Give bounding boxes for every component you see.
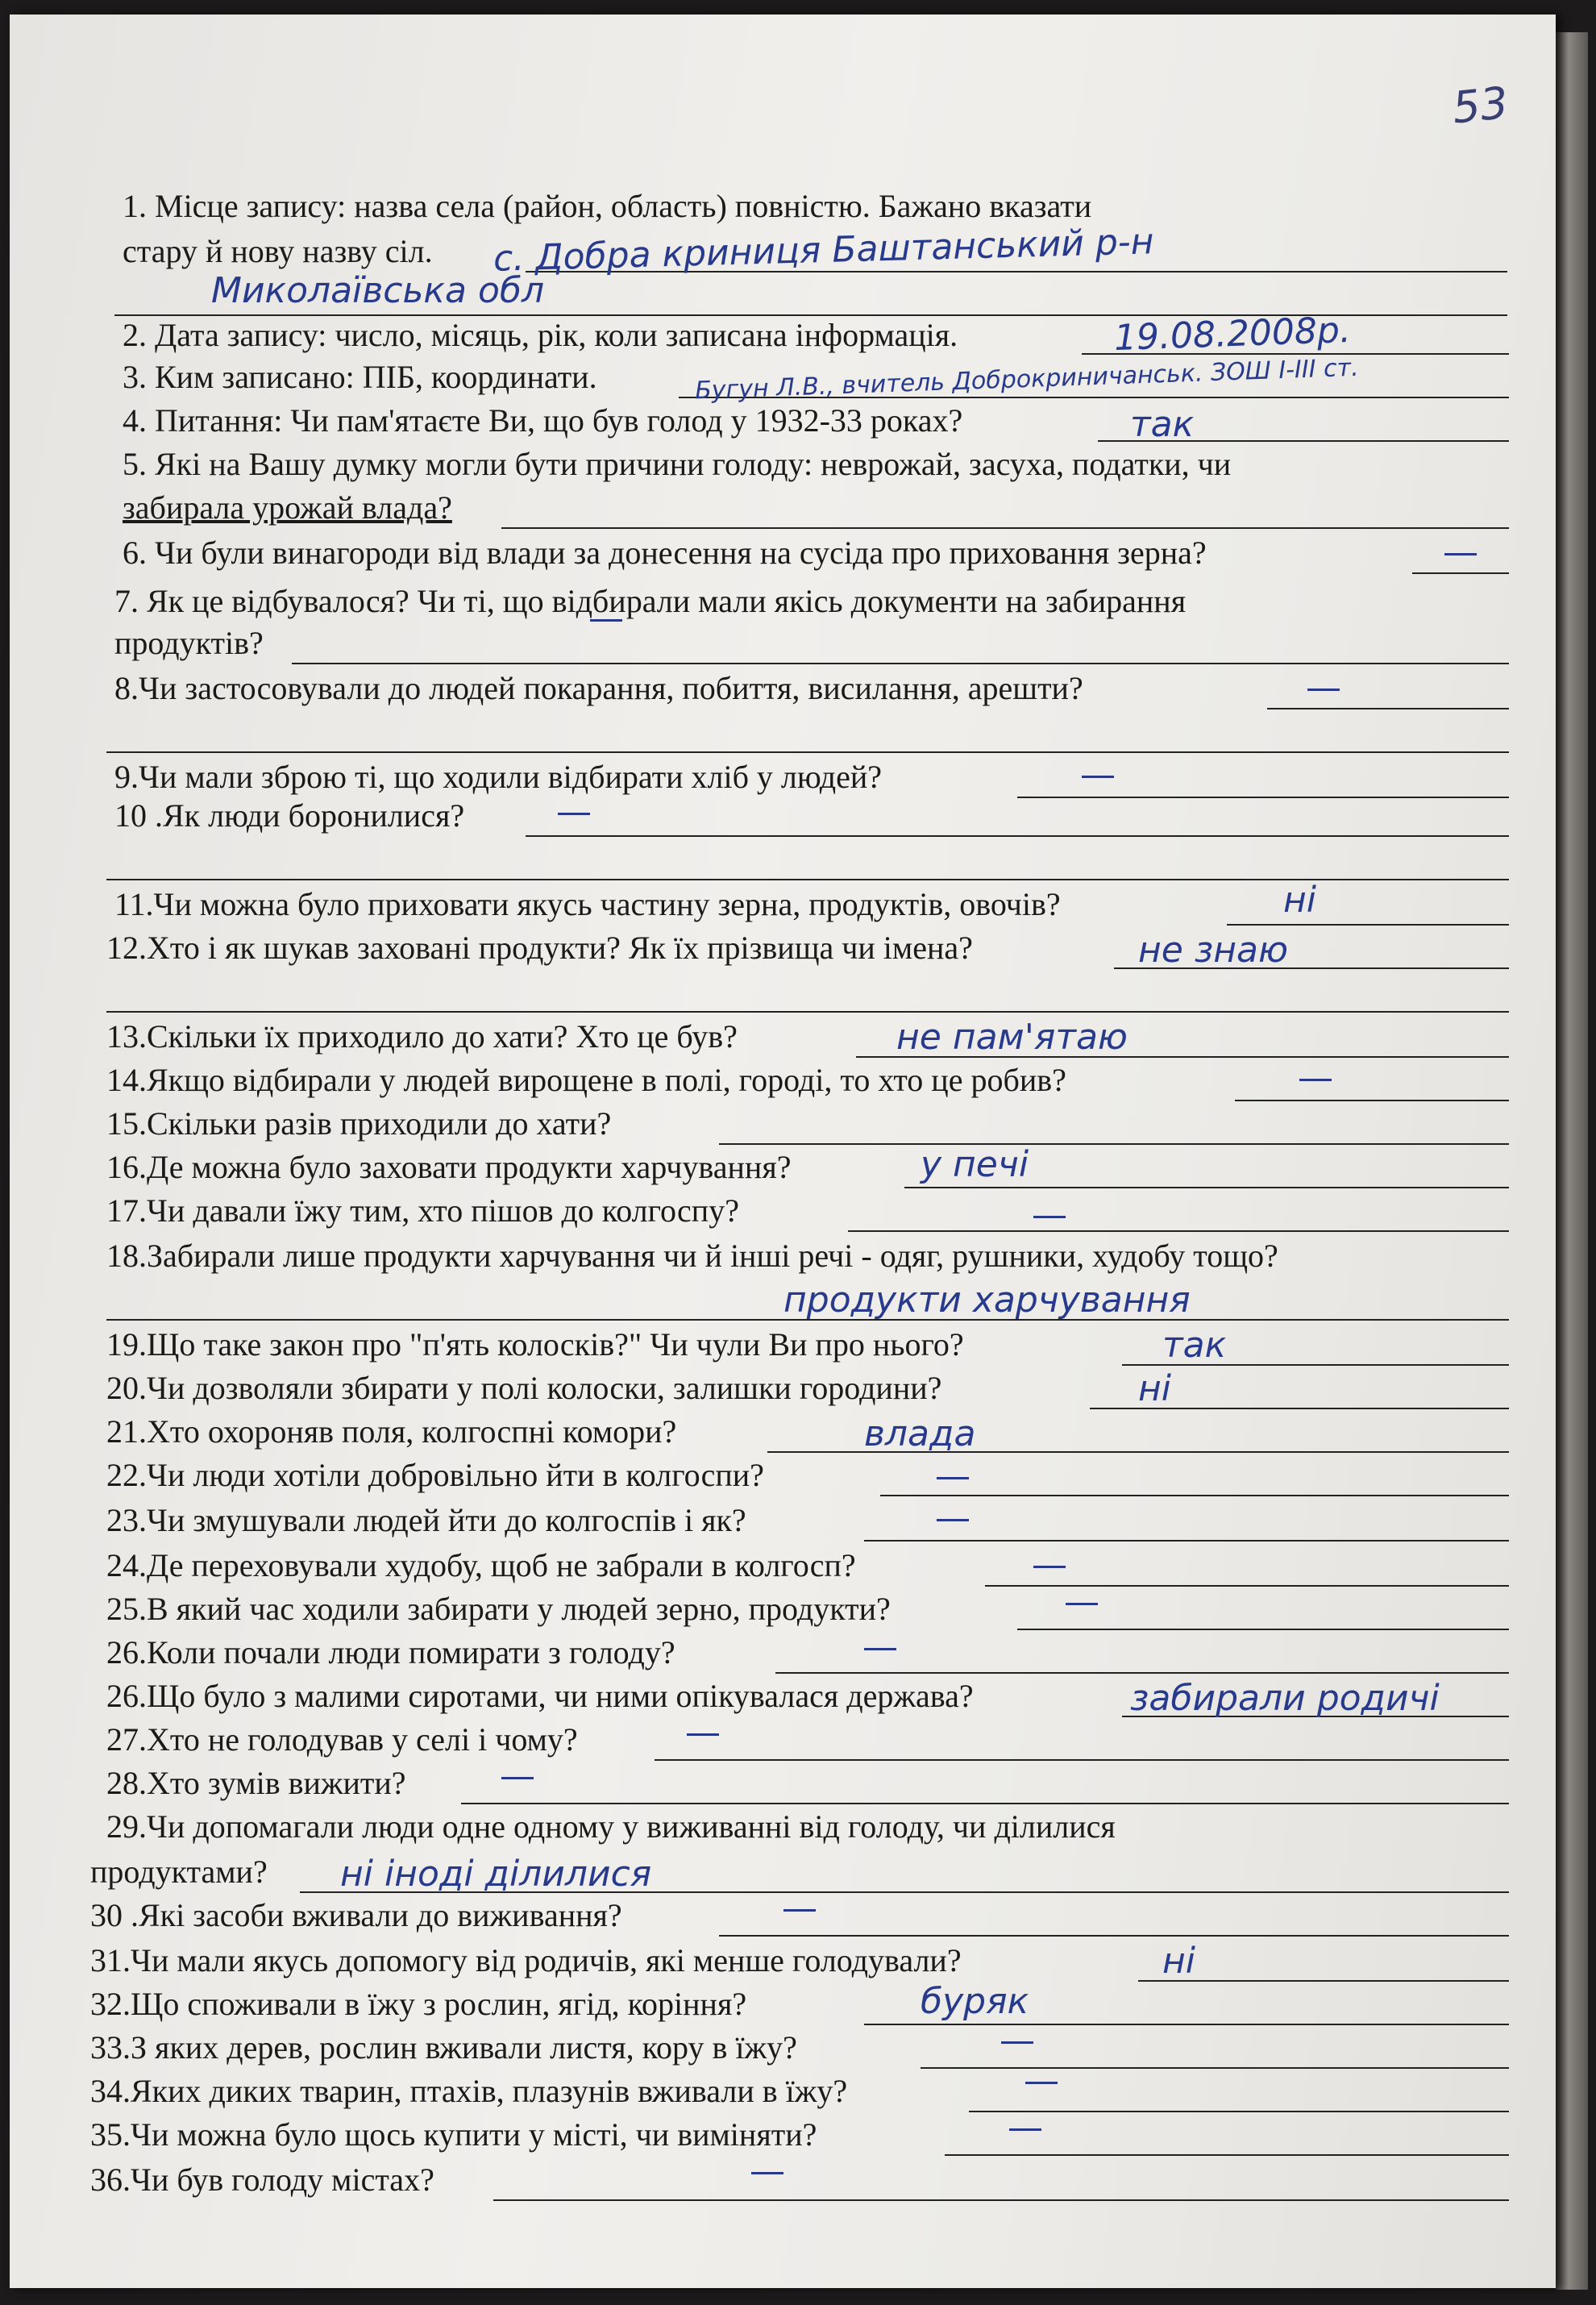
answer-4: так bbox=[1130, 404, 1195, 445]
question-3: 3. Ким записано: ПІБ, координати. bbox=[123, 359, 597, 395]
answer-20: ні bbox=[1138, 1368, 1171, 1409]
question-11: 11.Чи можна було приховати якусь частину зерна, продуктів, овочів? bbox=[114, 886, 1061, 922]
dash-36 bbox=[751, 2172, 783, 2174]
answer-line-8b[interactable] bbox=[106, 751, 1509, 753]
answer-line-33[interactable] bbox=[921, 2067, 1509, 2069]
answer-line-34[interactable] bbox=[969, 2111, 1509, 2112]
answer-line-36[interactable] bbox=[493, 2199, 1509, 2201]
answer-line-6[interactable] bbox=[1412, 572, 1509, 574]
dash-17 bbox=[1033, 1216, 1066, 1218]
question-12: 12.Хто і як шукав заховані продукти? Як їх прізвища чи імена? bbox=[106, 930, 973, 966]
answer-1-region: Миколаївська обл bbox=[211, 270, 545, 311]
question-29-cont: продуктами? bbox=[90, 1854, 268, 1890]
dash-22 bbox=[937, 1477, 969, 1479]
dash-6 bbox=[1444, 553, 1477, 555]
dash-30 bbox=[783, 1909, 816, 1912]
question-9: 9.Чи мали зброю ті, що ходили відбирати хліб у людей? bbox=[114, 759, 883, 795]
answer-18: продукти харчування bbox=[783, 1279, 1191, 1321]
answer-line-23[interactable] bbox=[864, 1540, 1509, 1542]
answer-line-25[interactable] bbox=[1017, 1629, 1509, 1630]
dash-14 bbox=[1299, 1079, 1332, 1081]
question-15: 15.Скільки разів приходили до хати? bbox=[106, 1105, 612, 1142]
question-28: 28.Хто зумів вижити? bbox=[106, 1765, 406, 1801]
answer-26b: забирали родичі bbox=[1130, 1678, 1440, 1719]
answer-line-10a[interactable] bbox=[526, 835, 1509, 837]
answer-line-35[interactable] bbox=[945, 2154, 1509, 2156]
answer-2-date: 19.08.2008р. bbox=[1113, 309, 1352, 360]
dash-9 bbox=[1082, 776, 1114, 778]
dash-24 bbox=[1033, 1566, 1066, 1568]
dash-28 bbox=[501, 1777, 534, 1779]
question-18: 18.Забирали лише продукти харчування чи й інші речі - одяг, рушники, худобу тощо? bbox=[106, 1238, 1278, 1274]
question-32: 32.Що споживали в їжу з рослин, ягід, коріння? bbox=[90, 1986, 747, 2022]
dash-7 bbox=[590, 619, 622, 622]
question-23: 23.Чи змушували людей йти до колгоспів і як? bbox=[106, 1502, 746, 1538]
question-7-cont: продуктів? bbox=[114, 625, 264, 661]
question-2: 2. Дата запису: число, місяць, рік, коли записана інформація. bbox=[123, 317, 958, 353]
answer-11: ні bbox=[1283, 880, 1316, 921]
answer-line-5[interactable] bbox=[501, 527, 1509, 529]
answer-3-recorder: Бугун Л.В., вчитель Доброкриничанськ. ЗОШ І-ІІІ ст. bbox=[694, 353, 1360, 406]
question-10: 10 .Як люди боронилися? bbox=[114, 797, 465, 834]
question-1: 1. Місце запису: назва села (район, область) повністю. Бажано вказати bbox=[123, 188, 1092, 224]
question-21: 21.Хто охороняв поля, колгоспні комори? bbox=[106, 1413, 677, 1450]
answer-line-12b[interactable] bbox=[106, 1011, 1509, 1013]
question-33: 33.З яких дерев, рослин вживали листя, кору в їжу? bbox=[90, 2029, 797, 2066]
question-31: 31.Чи мали якусь допомогу від родичів, які менше голодували? bbox=[90, 1942, 962, 1978]
dash-27 bbox=[687, 1733, 719, 1736]
dash-26 bbox=[864, 1648, 896, 1650]
paper-edge bbox=[1556, 32, 1588, 2290]
question-25: 25.В який час ходили забирати у людей зерно, продукти? bbox=[106, 1591, 891, 1627]
answer-1-village: с. Добра криниця Баштанський р-н bbox=[493, 221, 1155, 280]
dash-34 bbox=[1025, 2082, 1058, 2084]
question-24: 24.Де переховували худобу, щоб не забрали в колгосп? bbox=[106, 1547, 856, 1583]
questionnaire-sheet bbox=[10, 15, 1556, 2288]
answer-32: буряк bbox=[921, 1981, 1029, 2022]
answer-29: ні іноді ділилися bbox=[340, 1854, 652, 1895]
dash-8 bbox=[1307, 689, 1340, 691]
answer-13: не пам'ятаю bbox=[896, 1017, 1128, 1058]
answer-line-24[interactable] bbox=[985, 1585, 1509, 1587]
answer-line-8a[interactable] bbox=[1267, 708, 1509, 709]
dash-25 bbox=[1066, 1603, 1098, 1605]
question-22: 22.Чи люди хотіли добровільно йти в колгоспи? bbox=[106, 1457, 764, 1493]
dash-35 bbox=[1009, 2128, 1041, 2131]
question-26: 26.Коли почали люди помирати з голоду? bbox=[106, 1634, 675, 1671]
answer-line-32[interactable] bbox=[864, 2024, 1509, 2025]
answer-12: не знаю bbox=[1138, 930, 1288, 971]
question-27: 27.Хто не голодував у селі і чому? bbox=[106, 1721, 578, 1758]
dash-23 bbox=[937, 1519, 969, 1521]
question-13: 13.Скільки їх приходило до хати? Хто це був? bbox=[106, 1018, 738, 1055]
answer-19: так bbox=[1162, 1325, 1227, 1366]
question-30: 30 .Які засоби вживали до виживання? bbox=[90, 1897, 622, 1933]
answer-line-15[interactable] bbox=[719, 1143, 1509, 1145]
question-14: 14.Якщо відбирали у людей вирощене в полі, городі, то хто це робив? bbox=[106, 1062, 1066, 1098]
page-number: 53 bbox=[1449, 77, 1511, 134]
question-35: 35.Чи можна було щось купити у місті, чи виміняти? bbox=[90, 2116, 817, 2153]
answer-line-9[interactable] bbox=[1017, 797, 1509, 798]
question-7: 7. Як це відбувалося? Чи ті, що відбирали мали якісь документи на забирання bbox=[114, 583, 1187, 619]
answer-line-11[interactable] bbox=[1227, 924, 1509, 926]
question-5-cont: забирала урожай влада? bbox=[123, 489, 452, 526]
answer-line-30[interactable] bbox=[719, 1935, 1509, 1937]
question-8: 8.Чи застосовували до людей покарання, побиття, висилання, арешти? bbox=[114, 670, 1083, 706]
answer-31: ні bbox=[1162, 1941, 1195, 1982]
answer-line-22[interactable] bbox=[880, 1495, 1509, 1496]
question-6: 6. Чи були винагороди від влади за донесення на сусіда про приховання зерна? bbox=[123, 535, 1207, 571]
question-17: 17.Чи давали їжу тим, хто пішов до колгоспу? bbox=[106, 1192, 739, 1229]
question-34: 34.Яких диких тварин, птахів, плазунів вживали в їжу? bbox=[90, 2073, 848, 2109]
answer-21: влада bbox=[864, 1413, 976, 1454]
answer-line-16[interactable] bbox=[904, 1187, 1509, 1188]
answer-16: у печі bbox=[921, 1144, 1029, 1185]
question-26b: 26.Що було з малими сиротами, чи ними опікувалася держава? bbox=[106, 1678, 974, 1714]
answer-line-7[interactable] bbox=[292, 663, 1509, 664]
answer-line-27[interactable] bbox=[655, 1759, 1509, 1761]
question-19: 19.Що таке закон про "п'ять колосків?" Чи чули Ви про нього? bbox=[106, 1326, 964, 1363]
dash-10 bbox=[558, 813, 590, 815]
question-29: 29.Чи допомагали люди одне одному у виживанні від голоду, чи ділилися bbox=[106, 1808, 1116, 1845]
answer-line-17[interactable] bbox=[848, 1230, 1509, 1232]
question-36: 36.Чи був голоду містах? bbox=[90, 2161, 434, 2198]
dash-33 bbox=[1001, 2041, 1033, 2044]
question-4: 4. Питання: Чи пам'ятаєте Ви, що був голод у 1932-33 роках? bbox=[123, 402, 963, 439]
question-20: 20.Чи дозволяли збирати у полі колоски, залишки городини? bbox=[106, 1370, 942, 1406]
answer-line-14[interactable] bbox=[1235, 1100, 1509, 1101]
question-1-cont: стару й нову назву сіл. bbox=[123, 233, 433, 269]
question-5: 5. Які на Вашу думку могли бути причини голоду: неврожай, засуха, податки, чи bbox=[123, 446, 1232, 482]
question-16: 16.Де можна було заховати продукти харчування? bbox=[106, 1149, 792, 1185]
